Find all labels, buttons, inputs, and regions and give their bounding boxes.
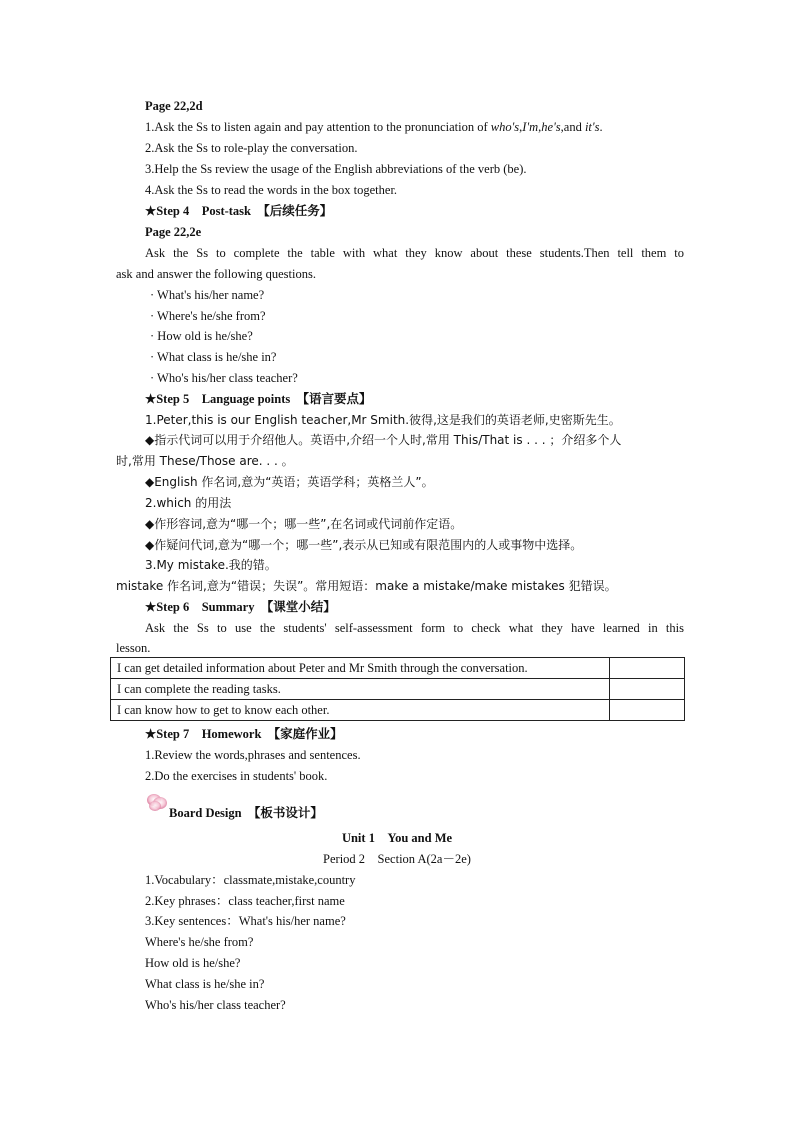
language-point-2b: 时,常用 These/Those are. . . 。: [116, 454, 294, 468]
step-2e-paragraph-line2: ask and answer the following questions.: [116, 267, 316, 281]
homework-item-2: 2.Do the exercises in students' book.: [145, 769, 328, 783]
assessment-statement: I can get detailed information about Peter and Mr Smith through the conversation.: [111, 658, 610, 679]
step-7-heading: ★Step 7 Homework 【家庭作业】: [145, 727, 343, 741]
flower-icon: [145, 790, 169, 814]
language-point-7: 3.My mistake.我的错。: [145, 558, 277, 572]
step-2d-item-2: 2.Ask the Ss to role-play the conversation.: [145, 141, 358, 155]
step-2d-item-1: 1.Ask the Ss to listen again and pay attention to the pronunciation of who's,I'm,he's,and it's.: [145, 120, 603, 134]
language-point-2a: ◆指示代词可以用于介绍他人。英语中,介绍一个人时,常用 This/That is . . . ；介绍多个人: [145, 433, 622, 447]
step-2d-item-4: 4.Ask the Ss to read the words in the box together.: [145, 183, 398, 197]
table-row: [111, 658, 685, 679]
question-item: · Who's his/her class teacher?: [150, 371, 298, 385]
assessment-statement: I can complete the reading tasks.: [111, 679, 610, 700]
language-point-4: 2.which 的用法: [145, 496, 232, 510]
step-6-heading: ★Step 6 Summary 【课堂小结】: [145, 600, 336, 614]
page-22-2d-heading: Page 22,2d: [145, 99, 203, 113]
table-row: [111, 679, 685, 700]
language-point-8: mistake 作名词,意为“错误；失误”。常用短语：make a mistake/make mistakes 犯错误。: [116, 579, 617, 593]
language-point-1: 1.Peter,this is our English teacher,Mr Smith.彼得,这是我们的英语老师,史密斯先生。: [145, 413, 621, 427]
table-row: [111, 700, 685, 721]
step-6-paragraph-line2: lesson.: [116, 641, 151, 655]
board-unit-title: Unit 1 You and Me: [341, 831, 453, 845]
language-point-6: ◆作疑问代词,意为“哪一个；哪一些”,表示从已知或有限范围内的人或事物中选择。: [145, 538, 583, 552]
board-period-subtitle: Period 2 Section A(2a－2e): [323, 852, 471, 866]
language-point-3: ◆English 作名词,意为“英语；英语学科；英格兰人”。: [145, 475, 434, 489]
question-item: · Where's he/she from?: [150, 309, 266, 323]
question-item: · What's his/her name?: [150, 288, 265, 302]
assessment-check-cell[interactable]: [610, 679, 685, 700]
board-line: 2.Key phrases：class teacher,first name: [145, 894, 345, 908]
page-22-2e-heading: Page 22,2e: [145, 225, 202, 239]
homework-item-1: 1.Review the words,phrases and sentences.: [145, 748, 361, 762]
language-point-5: ◆作形容词,意为“哪一个；哪一些”,在名词或代词前作定语。: [145, 517, 463, 531]
question-item: · What class is he/she in?: [150, 350, 277, 364]
board-line: What class is he/she in?: [145, 977, 265, 991]
board-line: Where's he/she from?: [145, 935, 254, 949]
self-assessment-table: [110, 657, 685, 721]
assessment-check-cell[interactable]: [610, 658, 685, 679]
step-2d-item-3: 3.Help the Ss review the usage of the English abbreviations of the verb (be).: [145, 162, 527, 176]
step-2e-paragraph-line1: Ask the Ss to complete the table with what they know about these students.Then tell them to: [145, 246, 684, 260]
assessment-check-cell[interactable]: [610, 700, 685, 721]
board-line: 1.Vocabulary：classmate,mistake,country: [145, 873, 356, 887]
board-design-heading: Board Design 【板书设计】: [169, 806, 323, 820]
step-6-paragraph-line1: Ask the Ss to use the students' self-assessment form to check what they have learned in this: [145, 621, 684, 635]
step-5-heading: ★Step 5 Language points 【语言要点】: [145, 392, 372, 406]
board-line: Who's his/her class teacher?: [145, 998, 286, 1012]
step-4-heading: ★Step 4 Post-task 【后续任务】: [145, 204, 333, 218]
board-line: 3.Key sentences：What's his/her name?: [145, 914, 346, 928]
question-item: · How old is he/she?: [150, 329, 253, 343]
assessment-statement: I can know how to get to know each other.: [111, 700, 610, 721]
board-line: How old is he/she?: [145, 956, 241, 970]
